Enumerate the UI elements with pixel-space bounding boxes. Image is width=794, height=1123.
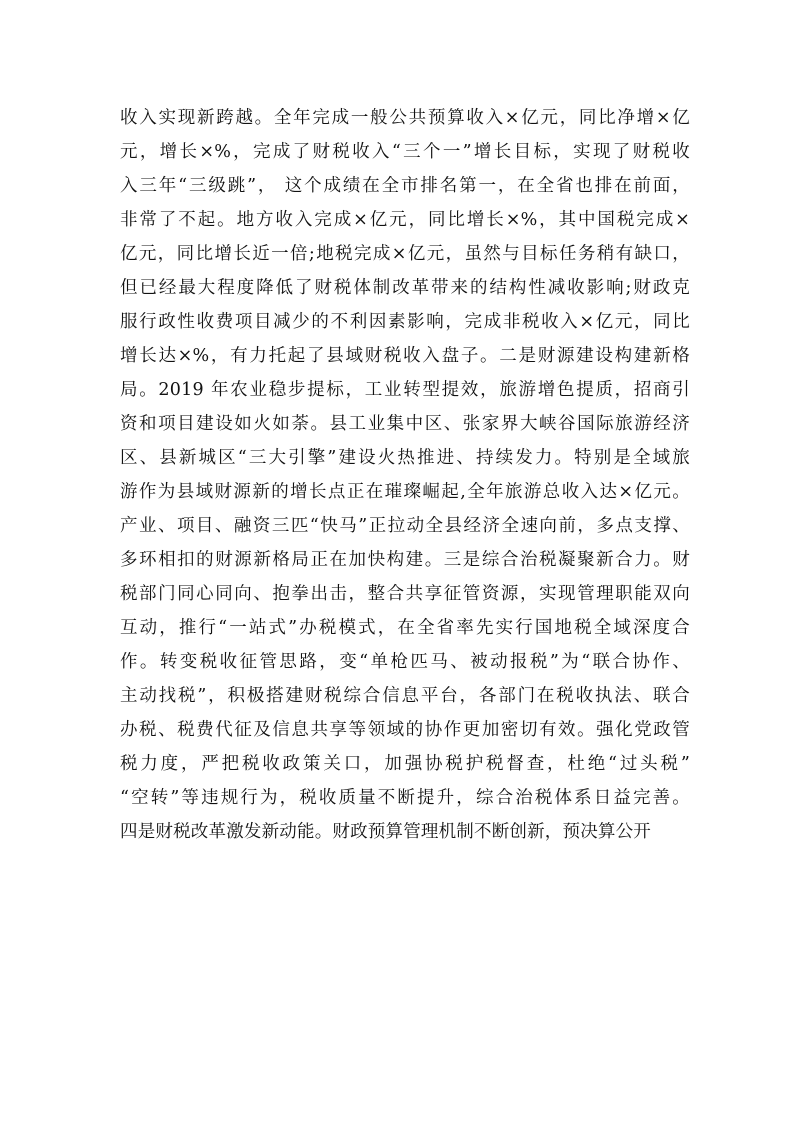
text-line: 互动，推行“一站式”办税模式，在全省率先实行国地税全域深度合 — [120, 618, 690, 638]
text-line: 收入实现新跨越。全年完成一般公共预算收入×亿元，同比净增×亿 — [120, 108, 690, 128]
text-line: 增长达×%，有力托起了县域财税收入盘子。二是财源建设构建新格 — [120, 346, 690, 366]
text-line: 产业、项目、融资三匹“快马”正拉动全县经济全速向前，多点支撑、 — [120, 516, 690, 536]
text-line: 主动找税”，积极搭建财税综合信息平台，各部门在税收执法、联合 — [120, 686, 690, 706]
text-line: 作。转变税收征管思路，变“单枪匹马、被动报税”为“联合协作、 — [120, 652, 690, 672]
text-line: 资和项目建设如火如荼。县工业集中区、张家界大峡谷国际旅游经济 — [120, 414, 690, 434]
text-line: 亿元，同比增长近一倍;地税完成×亿元，虽然与目标任务稍有缺口， — [120, 244, 690, 264]
text-line: 入三年“三级跳”， 这个成绩在全市排名第一，在全省也排在前面， — [120, 176, 690, 196]
text-line: 但已经最大程度降低了财税体制改革带来的结构性减收影响;财政克 — [120, 278, 690, 298]
body-text — [120, 101, 690, 849]
text-line: 局。2019 年农业稳步提标，工业转型提效，旅游增色提质，招商引 — [120, 380, 690, 400]
text-line: 游作为县域财源新的增长点正在璀璨崛起,全年旅游总收入达×亿元。 — [120, 482, 690, 502]
text-line: 服行政性收费项目减少的不利因素影响，完成非税收入×亿元，同比 — [120, 312, 690, 332]
text-line: 四是财税改革激发新动能。财政预算管理机制不断创新，预决算公开 — [120, 822, 651, 842]
text-line: 元，增长×%，完成了财税收入“三个一”增长目标，实现了财税收 — [120, 142, 690, 162]
text-line: 税力度，严把税收政策关口，加强协税护税督查，杜绝“过头税” — [120, 754, 690, 774]
text-line: 办税、税费代征及信息共享等领域的协作更加密切有效。强化党政管 — [120, 720, 690, 740]
text-line: 非常了不起。地方收入完成×亿元，同比增长×%，其中国税完成× — [120, 210, 690, 230]
text-line: 区、县新城区“三大引擎”建设火热推进、持续发力。特别是全域旅 — [120, 448, 690, 468]
text-line: 多环相扣的财源新格局正在加快构建。三是综合治税凝聚新合力。财 — [120, 550, 690, 570]
text-line: “空转”等违规行为，税收质量不断提升，综合治税体系日益完善。 — [120, 788, 690, 808]
text-line: 税部门同心同向、抱拳出击，整合共享征管资源，实现管理职能双向 — [120, 584, 690, 604]
